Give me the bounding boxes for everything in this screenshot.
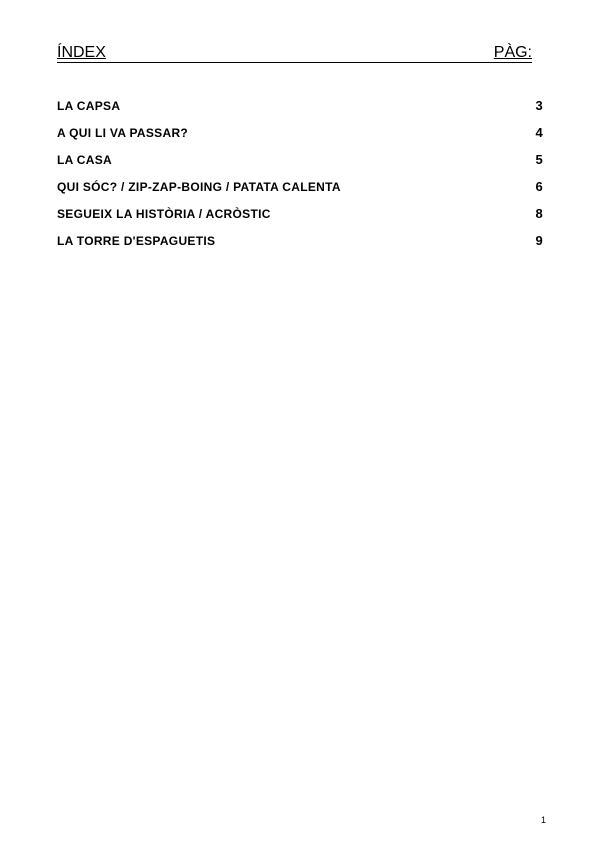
toc-entry-title: A QUI LI VA PASSAR? bbox=[57, 126, 189, 140]
toc-entry-title: SEGUEIX LA HISTÒRIA / ACRÒSTIC bbox=[57, 207, 271, 221]
toc-entry-page: 6 bbox=[535, 179, 543, 194]
page-column-label: PÀG: bbox=[493, 44, 532, 61]
toc-entry bbox=[57, 98, 543, 125]
toc-entry-page: 3 bbox=[535, 98, 543, 113]
toc-entry bbox=[57, 152, 543, 179]
toc-entry bbox=[57, 179, 543, 206]
toc-entry bbox=[57, 233, 543, 260]
footer-page-number: 1 bbox=[541, 815, 547, 825]
toc-entry-page: 9 bbox=[535, 233, 543, 248]
toc-entry-title: LA CASA bbox=[57, 153, 112, 167]
toc-entry-title: LA CAPSA bbox=[57, 99, 121, 113]
toc-entry-title: QUI SÓC? / ZIP-ZAP-BOING / PATATA CALENTA bbox=[57, 180, 341, 194]
toc-entry bbox=[57, 206, 543, 233]
table-of-contents bbox=[57, 98, 543, 260]
index-header bbox=[57, 44, 532, 63]
toc-entry bbox=[57, 125, 543, 152]
toc-entry-title: LA TORRE D'ESPAGUETIS bbox=[57, 234, 216, 248]
toc-entry-page: 8 bbox=[535, 206, 543, 221]
index-title: ÍNDEX bbox=[57, 44, 106, 61]
toc-entry-page: 5 bbox=[535, 152, 543, 167]
toc-entry-page: 4 bbox=[535, 125, 543, 140]
